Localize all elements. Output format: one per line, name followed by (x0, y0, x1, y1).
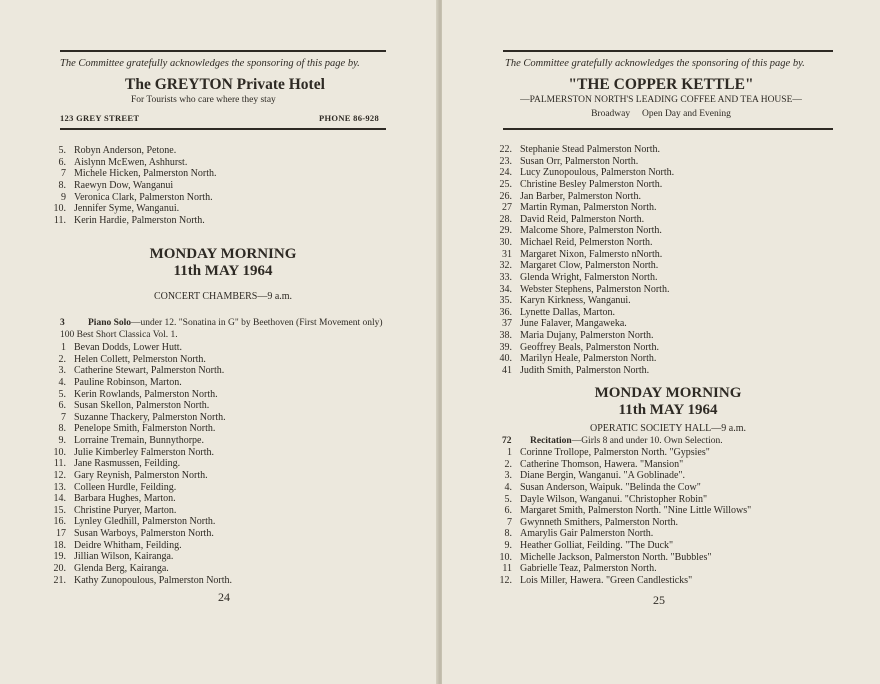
list-item (44, 180, 216, 192)
list-item (490, 470, 751, 482)
list-item (490, 144, 674, 156)
list-item (44, 157, 216, 169)
entrant-name: Aislynn McEwen, Ashhurst. (74, 156, 188, 168)
entry-number: 31 (502, 248, 512, 260)
entry-number: 12. (499, 574, 512, 586)
entry-number: 6. (504, 505, 512, 517)
entry-number: 9. (504, 540, 512, 551)
entry-number: 21. (53, 574, 66, 586)
list-item (490, 517, 751, 529)
list-item (44, 470, 232, 482)
entrant-name: Kerin Rowlands, Palmerston North. (74, 388, 218, 400)
entry-number: 37 (502, 318, 512, 330)
session-day: MONDAY MORNING (594, 385, 742, 401)
entry-number: 6. (58, 400, 66, 412)
list-item (490, 482, 751, 494)
entry-number: 40. (499, 353, 512, 365)
event-title: Piano Solo (88, 318, 132, 328)
entrant-name: Margaret Smith, Palmerston North. "Nine Little Willows" (520, 505, 752, 517)
list-item (490, 563, 751, 575)
entry-number: 9. (58, 435, 66, 446)
entrant-name: Glenda Berg, Kairanga. (74, 562, 169, 574)
entrant-name: Kerin Hardie, Palmerston North. (74, 214, 205, 226)
list-item (490, 202, 674, 214)
entrant-name: Amarylis Gair Palmerston North. (520, 528, 654, 540)
entry-number: 5. (58, 145, 66, 156)
list-item (490, 191, 674, 203)
list-item (490, 318, 674, 330)
list-item (490, 167, 674, 179)
entrant-name: Lorraine Tremain, Bunnythorpe. (74, 435, 204, 446)
entry-number: 5. (504, 493, 512, 505)
list-item (44, 516, 232, 528)
entrant-name: Susan Skellon, Palmerston North. (74, 400, 210, 412)
entrant-name: Karyn Kirkness, Wanganui. (520, 295, 631, 307)
list-item (490, 260, 674, 272)
entry-number: 7 (61, 168, 66, 180)
list-item (44, 203, 216, 215)
entry-number: 3. (504, 470, 512, 482)
entry-number: 9 (61, 191, 66, 203)
entrant-name: Robyn Anderson, Petone. (74, 145, 177, 156)
entrant-name: Malcome Shore, Palmerston North. (520, 225, 662, 237)
list-item (490, 214, 674, 226)
sponsor-note: The Committee gratefully acknowledges the sponsoring of this page by. (505, 58, 805, 69)
entrant-name: Webster Stephens, Palmerston North. (520, 283, 670, 295)
entrant-name: Martin Ryman, Palmerston North. (520, 202, 657, 214)
entrant-list (490, 144, 674, 377)
list-item (490, 272, 674, 284)
entry-number: 38. (499, 330, 512, 341)
entry-number: 11. (53, 214, 66, 226)
entrant-name: Bevan Dodds, Lower Hutt. (74, 342, 183, 353)
list-item (44, 192, 216, 204)
list-item (44, 447, 232, 459)
entrant-name: Michael Reid, Pelmerston North. (520, 237, 653, 248)
list-item (44, 354, 232, 366)
list-item (490, 284, 674, 296)
entrant-name: Veronica Clark, Palmerston North. (74, 191, 213, 203)
list-item (490, 179, 674, 191)
entry-number: 3. (58, 365, 66, 377)
entry-number: 1 (507, 447, 512, 458)
entry-number: 25. (499, 178, 512, 190)
entrant-name: Catherine Thomson, Hawera. "Mansion" (520, 458, 684, 470)
list-item (490, 225, 674, 237)
list-item (44, 482, 232, 494)
entry-number: 4. (58, 376, 66, 388)
sponsor-name: The GREYTON Private Hotel (125, 76, 325, 93)
entrant-name: Catherine Stewart, Palmerston North. (74, 365, 225, 377)
entrant-name: Penelope Smith, Falmerston North. (74, 423, 216, 435)
list-item (44, 400, 232, 412)
list-item (44, 145, 216, 157)
entry-number: 8. (58, 423, 66, 435)
entrant-name: Susan Anderson, Waipuk. "Belinda the Cow" (520, 481, 701, 493)
entrant-name: Suzanne Thackery, Palmerston North. (74, 411, 226, 423)
entry-number: 20. (53, 562, 66, 574)
entry-number: 24. (499, 167, 512, 179)
entry-number: 10. (53, 203, 66, 215)
sponsor-address: 123 GREY STREET (60, 113, 140, 123)
entry-number: 39. (499, 341, 512, 353)
list-item (44, 563, 232, 575)
entrant-name: Judith Smith, Palmerston North. (520, 364, 650, 376)
entry-number: 2. (58, 353, 66, 365)
entrant-name: Jennifer Syme, Wanganui. (74, 203, 180, 215)
entrant-list (490, 447, 751, 587)
entry-number: 7 (507, 516, 512, 528)
entry-number: 10. (53, 446, 66, 458)
entry-number: 26. (499, 190, 512, 202)
entry-number: 8. (504, 528, 512, 540)
list-item (490, 575, 751, 587)
entry-number: 35. (499, 295, 512, 307)
entry-number: 30. (499, 237, 512, 248)
entry-number: 32. (499, 260, 512, 272)
event-description: —Girls 8 and under 10. Own Selection. (571, 436, 723, 446)
entry-number: 33. (499, 271, 512, 283)
entrant-name: Maria Dujany, Palmerston North. (520, 330, 654, 341)
entrant-name: Gwynneth Smithers, Palmerston North. (520, 516, 679, 528)
entrant-name: Gary Reynish, Palmerston North. (74, 469, 208, 481)
entry-number: 28. (499, 213, 512, 225)
entrant-name: Christine Besley Palmerston North. (520, 178, 663, 190)
entry-number: 18. (53, 539, 66, 551)
list-item (44, 342, 232, 354)
entry-number: 41 (502, 364, 512, 376)
entrant-name: Michelle Jackson, Palmerston North. "Bubbles" (520, 551, 712, 563)
list-item (490, 249, 674, 261)
event-number: 3 (60, 318, 65, 328)
list-item (44, 389, 232, 401)
entrant-name: Corinne Trollope, Palmerston North. "Gypsies" (520, 447, 710, 458)
entrant-name: Colleen Hurdle, Feilding. (74, 481, 177, 493)
event-description: —under 12. "Sonatina in G" by Beethoven (First Movement only) 100 Best Short Classica Vol. 1. (60, 318, 383, 340)
event-heading (60, 317, 390, 341)
entrant-name: Stephanie Stead Palmerston North. (520, 144, 660, 155)
entry-number: 7 (61, 411, 66, 423)
entrant-name: Susan Warboys, Palmerston North. (74, 528, 214, 539)
entry-number: 6. (58, 156, 66, 168)
entry-number: 13. (53, 481, 66, 493)
page-number: 25 (653, 593, 665, 607)
entrant-name: Helen Collett, Pelmerston North. (74, 353, 206, 365)
sponsor-subline: Broadway Open Day and Evening (591, 109, 731, 119)
venue: CONCERT CHAMBERS—9 a.m. (153, 291, 293, 302)
list-item (490, 353, 674, 365)
sponsor-bottom-rule (503, 128, 833, 130)
event-heading (502, 435, 842, 447)
sponsor-phone: PHONE 86-928 (319, 113, 380, 123)
entrant-name: Lois Miller, Hawera. "Green Candlesticks" (520, 574, 693, 586)
entrant-name: Glenda Wright, Falmerston North. (520, 271, 658, 283)
entrant-name: Lucy Zunopoulous, Palmerston North. (520, 167, 675, 179)
entrant-name: Julie Kimberley Falmerston North. (74, 446, 214, 458)
entrant-name: David Reid, Palmerston North. (520, 213, 645, 225)
list-item (490, 342, 674, 354)
entry-number: 19. (53, 551, 66, 563)
list-item (44, 377, 232, 389)
list-item (490, 447, 751, 459)
list-item (490, 237, 674, 249)
list-item (490, 330, 674, 342)
entrant-name: Michele Hicken, Palmerston North. (74, 168, 217, 180)
entrant-name: Raewyn Dow, Wanganui (74, 179, 174, 191)
entrant-name: Diane Bergin, Wanganui. "A Goblinade". (520, 470, 686, 482)
entrant-name: Lynette Dallas, Marton. (520, 306, 615, 318)
list-item (490, 505, 751, 517)
entry-number: 22. (499, 144, 512, 155)
list-item (44, 168, 216, 180)
top-rule (60, 50, 386, 52)
entry-number: 10. (499, 551, 512, 563)
event-title: Recitation (530, 436, 572, 446)
page-left (0, 0, 438, 684)
list-item (44, 458, 232, 470)
entrant-name: Jan Barber, Palmerston North. (520, 190, 641, 202)
list-item (44, 215, 216, 227)
list-item (44, 493, 232, 505)
entry-number: 29. (499, 225, 512, 237)
list-item (490, 307, 674, 319)
list-item (490, 459, 751, 471)
entry-number: 14. (53, 493, 66, 505)
list-item (490, 494, 751, 506)
entry-number: 4. (504, 481, 512, 493)
list-item (44, 575, 232, 587)
entrant-list (44, 145, 216, 226)
sponsor-bottom-rule (60, 128, 386, 130)
entry-number: 11 (502, 563, 512, 575)
entrant-name: Margaret Clow, Palmerston North. (520, 260, 659, 272)
entry-number: 11. (53, 458, 66, 470)
session-date: 11th MAY 1964 (173, 263, 273, 279)
entrant-name: Christine Puryer, Marton. (74, 504, 177, 516)
list-item (44, 435, 232, 447)
entrant-name: Margaret Nixon, Falmersto nNorth. (520, 248, 663, 260)
entrant-name: Barbara Hughes, Marton. (74, 493, 176, 505)
entry-number: 27 (502, 202, 512, 214)
entry-number: 1 (61, 342, 66, 353)
entry-number: 5. (58, 388, 66, 400)
list-item (44, 540, 232, 552)
list-item (490, 528, 751, 540)
entrant-name: Heather Golliat, Feilding. "The Duck" (520, 540, 674, 551)
list-item (44, 365, 232, 377)
event-number: 72 (502, 436, 512, 446)
venue: OPERATIC SOCIETY HALL—9 a.m. (589, 423, 746, 434)
entrant-name: Lynley Gledhill, Palmerston North. (74, 516, 216, 528)
entrant-name: Dayle Wilson, Wanganui. "Christopher Robin" (520, 493, 708, 505)
entry-number: 8. (58, 179, 66, 191)
entrant-name: Kathy Zunopoulous, Palmerston North. (74, 574, 233, 586)
list-item (44, 551, 232, 563)
entry-number: 36. (499, 306, 512, 318)
entrant-name: Geoffrey Beals, Palmerston North. (520, 341, 659, 353)
entrant-list (44, 342, 232, 586)
entry-number: 12. (53, 469, 66, 481)
list-item (44, 412, 232, 424)
sponsor-note: The Committee gratefully acknowledges the sponsoring of this page by. (60, 58, 360, 69)
list-item (490, 156, 674, 168)
list-item (490, 540, 751, 552)
list-item (490, 365, 674, 377)
entry-number: 34. (499, 283, 512, 295)
entry-number: 15. (53, 504, 66, 516)
list-item (490, 295, 674, 307)
sponsor-tagline: For Tourists who care where they stay (131, 95, 276, 105)
entry-number: 16. (53, 516, 66, 528)
page-right (442, 0, 880, 684)
session-day: MONDAY MORNING (149, 246, 297, 262)
entrant-name: Jillian Wilson, Kairanga. (74, 551, 174, 563)
page-number: 24 (218, 590, 230, 604)
session-date: 11th MAY 1964 (618, 402, 718, 418)
entrant-name: Marilyn Heale, Palmerston North. (520, 353, 657, 365)
list-item (44, 528, 232, 540)
sponsor-tagline: —PALMERSTON NORTH'S LEADING COFFEE AND TEA HOUSE— (520, 95, 802, 105)
entrant-name: Gabrielle Teaz, Palmerston North. (520, 563, 657, 575)
list-item (44, 423, 232, 435)
list-item (44, 505, 232, 517)
entry-number: 2. (504, 458, 512, 470)
top-rule (503, 50, 833, 52)
entry-number: 23. (499, 155, 512, 167)
entrant-name: Pauline Robinson, Marton. (74, 376, 182, 388)
entrant-name: Deidre Whitham, Feilding. (74, 539, 182, 551)
entry-number: 17 (56, 528, 66, 539)
sponsor-name: "THE COPPER KETTLE" (568, 76, 754, 93)
entrant-name: June Falaver, Mangaweka. (520, 318, 627, 330)
entrant-name: Jane Rasmussen, Feilding. (74, 458, 181, 470)
list-item (490, 552, 751, 564)
entrant-name: Susan Orr, Palmerston North. (520, 155, 639, 167)
